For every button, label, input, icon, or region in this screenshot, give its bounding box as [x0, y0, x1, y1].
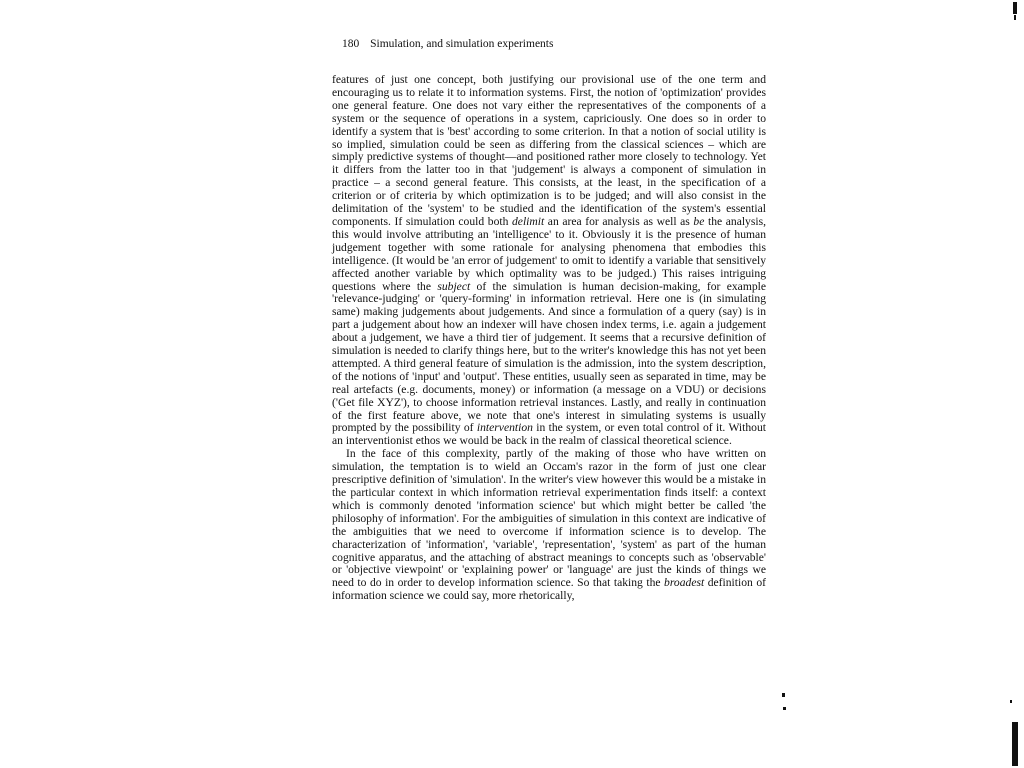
- paragraph-2: [332, 448, 766, 603]
- scan-artifact-bottom: [1012, 722, 1018, 766]
- italic-broadest: broadest: [664, 576, 705, 590]
- scan-artifact-margin-2: [783, 707, 786, 710]
- italic-be: be: [693, 214, 705, 228]
- scan-artifact-top: [1013, 2, 1017, 14]
- paragraph-1-text-d: of the simulation is human decision-making, for example 'relevance-judging' or 'query-forming' in information retrieval. Here one is (in simulating same) making judgements about judgements. And since a formulation of a query (say) is in part a judgement about how an indexer will have chosen index terms, i.e. again a judgement about a judgement, we have a third tier of judgement. It seems that a recursive definition of simulation is needed to clarify things here, but to the writer's knowledge this has not yet been attempted. A third general feature of simulation is the admission, into the system description, of the notions of 'input' and 'output'. These entities, usually seen as separated in time, may be real artefacts (e.g. documents, money) or information (a message on a VDU) or decisions ('Get file XYZ'), to choose information retrieval instances. Lastly, and really in continuation of the first feature above, we note that one's interest in simulating systems is usually prompted by the possibility of: [332, 279, 766, 435]
- italic-subject: subject: [437, 279, 471, 293]
- italic-delimit: delimit: [512, 214, 545, 228]
- page-number: 180: [342, 38, 360, 50]
- chapter-title: Simulation, and simulation experiments: [370, 38, 554, 50]
- paragraph-2-text-a: In the face of this complexity, partly of the making of those who have written on simulation, the temptation is to wield an Occam's razor in the form of just one clear prescriptive definition of 'simulation'. In the writer's view however this would be a mistake in the particular context in which information retrieval experimentation finds itself: a context which is commonly denoted 'information science' but which might better be called 'the philosophy of information'. For the ambiguities of simulation in this context are indicative of the ambiguities that we need to overcome if information science is to develop. The characterization of 'information', 'variable', 'representation', 'system' as part of the human cognitive apparatus, and the attaching of abstract meanings to concepts such as 'observable' or 'objective viewpoint' or 'explaining power' or 'language' are just the kinds of things we need to do in order to develop information science. So that taking the: [332, 447, 766, 590]
- paragraph-2-text-b: definition of information science we could say, more rhetorically,: [332, 576, 766, 603]
- scan-artifact-bottom-dot: [1010, 700, 1012, 703]
- paragraph-1: [332, 74, 766, 448]
- paragraph-1-text-e: in the system, or even total control of it. Without an interventionist ethos we would be back in the realm of classical theoretical science.: [332, 421, 766, 448]
- running-head: [342, 38, 782, 54]
- paragraph-1-text-a: features of just one concept, both justifying our provisional use of the one term and encouraging us to relate it to information systems. First, the notion of 'optimization' provides one general feature. One does not vary either the representatives of the components of a system or the sequence of operations in a system, capriciously. One does so in order to identify a system that is 'best' according to some criterion. In that a notion of social utility is so implied, simulation could be seen as differing from the classical sciences – which are simply predictive systems of thought—and positioned rather more closely to technology. Yet it differs from the latter too in that 'judgement' is always a component of simulation in practice – a second general feature. This consists, at the least, in the specification of a criterion or of criteria by which optimization is to be judged; and will also consist in the delimitation of the 'system' to be studied and the identification of the system's essential components. If simulation could both: [332, 73, 766, 228]
- paragraph-1-text-b: an area for analysis as well as: [544, 214, 694, 228]
- scan-artifact-top-dot: [1014, 15, 1016, 20]
- scan-artifact-margin: [782, 693, 785, 697]
- italic-intervention: intervention: [476, 421, 533, 435]
- body-text: [332, 74, 766, 603]
- paragraph-1-text-c: the analysis, this would involve attributing an 'intelligence' to it. Obviously it is the presence of human judgement together with some rationale for analysing phenomena that embodies this intelligence. (It would be 'an error of judgement' to omit to identify a variable that sensitively affected another variable by which optimality was to be judged.) This raises intriguing questions where the: [332, 214, 766, 293]
